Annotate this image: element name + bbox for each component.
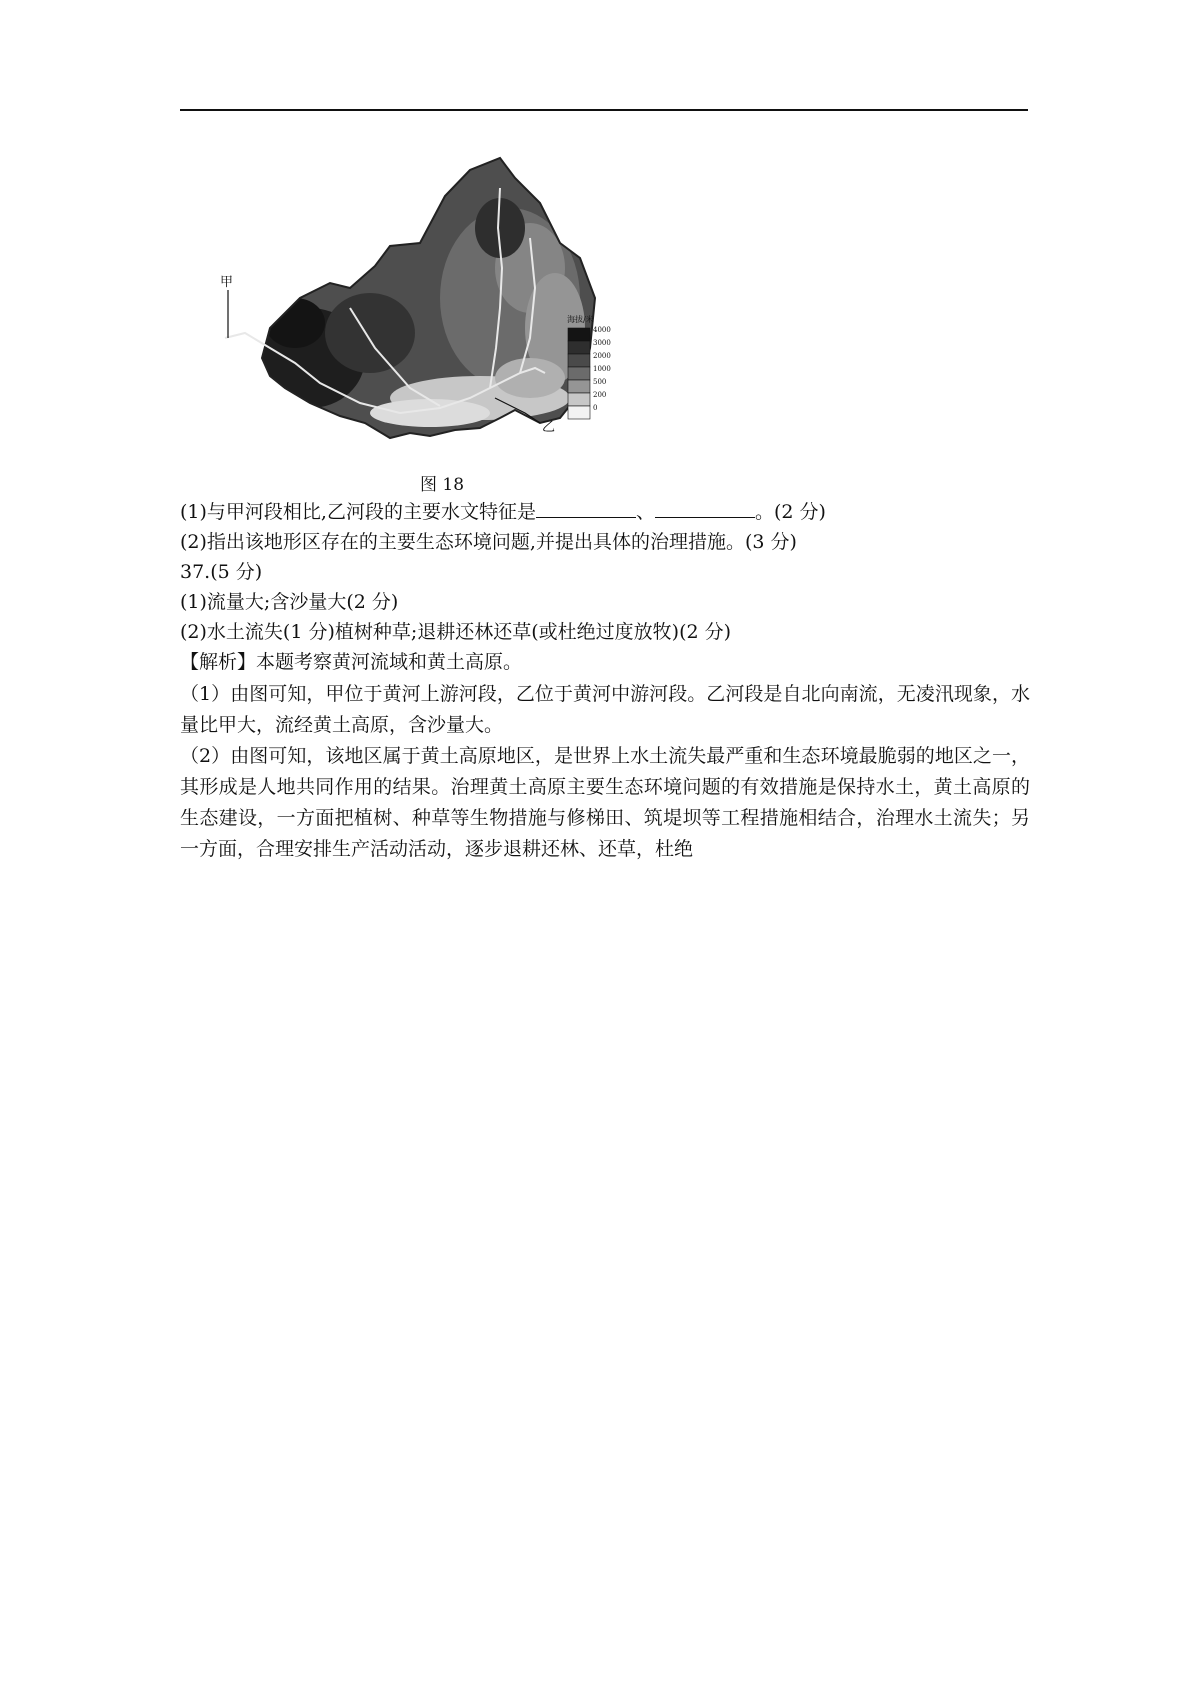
legend-tick-label: 0 [593,404,598,412]
legend-tick-label: 3000 [593,339,611,347]
elevation-legend [567,314,611,419]
legend-ticks [593,326,611,412]
legend-swatch [568,367,590,380]
answer-number: 37.(5 分) [180,561,263,583]
analysis-header: 【解析】本题考察黄河流域和黄土高原。 [180,651,523,673]
legend-tick-label: 2000 [593,352,611,360]
legend-swatch [568,406,590,419]
question-2: (2)指出该地形区存在的主要生态环境问题,并提出具体的治理措施。(3 分) [180,531,797,553]
question-1-sep: 、 [635,501,655,523]
legend-tick-label: 200 [593,391,607,399]
answer-1: (1)流量大;含沙量大(2 分) [180,591,399,613]
question-1-prefix: (1)与甲河段相比,乙河段的主要水文特征是 [180,501,536,523]
answer-2: (2)水土流失(1 分)植树种草;退耕还林还草(或杜绝过度放牧)(2 分) [180,621,732,643]
label-jia: 甲 [220,275,234,290]
legend-swatch [568,380,590,393]
elevation-shading [200,148,660,458]
analysis-paragraph-1: （1）由图可知，甲位于黄河上游河段，乙位于黄河中游河段。乙河段是自北向南流，无凌汛现象，水量比甲大，流经黄土高原，含沙量大。 [180,683,1030,736]
answer-blank-1[interactable] [536,499,636,518]
legend-tick-label: 1000 [593,365,611,373]
legend-swatch [568,393,590,406]
question-1-suffix: 。(2 分) [754,501,826,523]
terrain-map-figure [200,148,660,488]
legend-tick-label: 500 [593,378,607,386]
terrain-map [200,148,660,458]
legend-swatches [568,328,590,419]
legend-tick-label: 4000 [593,326,611,334]
question-1 [180,498,1030,527]
legend-title: 海拔/米 [567,315,594,324]
header-rule [180,109,1028,111]
legend-swatch [568,341,590,354]
analysis-paragraph-2: （2）由图可知，该地区属于黄土高原地区，是世界上水土流失最严重和生态环境最脆弱的地区之一，其形成是人地共同作用的结果。治理黄土高原主要生态环境问题的有效措施是保持水土，黄土高原的生态建设，一方面把植树、种草等生物措施与修梯田、筑堤坝等工程措施相结合，治理水土流失；另一方面，合理安排生产活动活动，逐步退耕还林、还草，杜绝 [180,745,1030,860]
legend-swatch [568,354,590,367]
legend-swatch [568,328,590,341]
answer-blank-2[interactable] [655,499,755,518]
figure-caption: 图 18 [420,475,465,495]
label-yi: 乙 [542,420,556,435]
